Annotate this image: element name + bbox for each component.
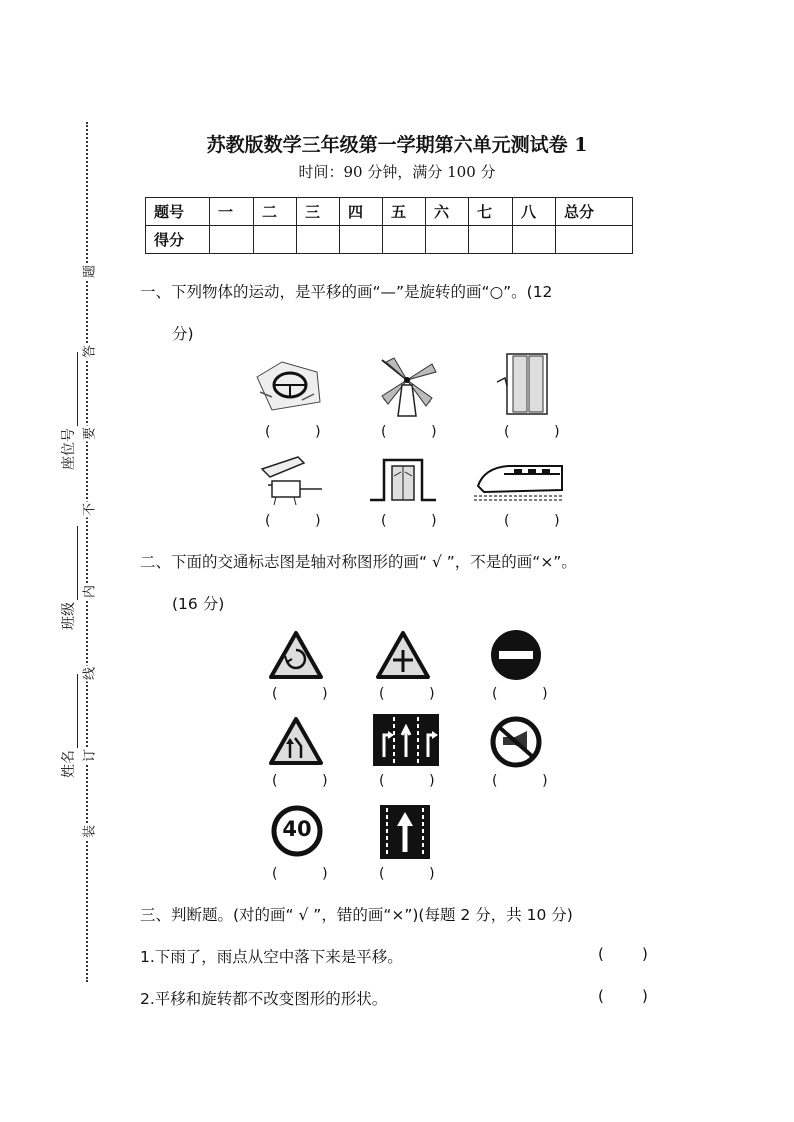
steering-wheel-icon	[252, 352, 322, 412]
exam-subtitle: 时间：90 分钟，满分 100 分	[298, 163, 496, 181]
lane-direction-sign-icon	[372, 713, 440, 767]
section2-heading-cont: (16 分)	[172, 595, 225, 613]
windmill-icon	[372, 350, 442, 418]
score-table-score-row	[146, 226, 633, 254]
class-field[interactable]	[58, 526, 78, 630]
score-cell[interactable]	[383, 226, 426, 254]
crossroad-sign-icon	[375, 630, 431, 680]
seat-number-label: 座位号	[61, 428, 77, 470]
answer-paren[interactable]: ( )	[504, 513, 561, 529]
answer-paren[interactable]: ( )	[379, 866, 436, 882]
table-cell: 得分	[146, 226, 210, 254]
no-horn-sign-icon	[489, 715, 543, 769]
answer-paren[interactable]: ( )	[381, 424, 438, 440]
table-cell: 四	[340, 198, 383, 226]
seal-char: 答	[79, 344, 98, 360]
section1-heading: 一、下列物体的运动，是平移的画“—”是旋转的画“○”。(12	[140, 283, 553, 301]
name-field[interactable]	[58, 674, 78, 778]
table-cell: 五	[383, 198, 426, 226]
score-cell[interactable]	[556, 226, 633, 254]
answer-paren[interactable]: ( )	[272, 773, 329, 789]
section3-heading: 三、判断题。(对的画“ √ ”，错的画“×”)(每题 2 分，共 10 分)	[140, 906, 573, 924]
speed-limit-value: 40	[282, 817, 312, 841]
answer-paren[interactable]: ( )	[272, 866, 329, 882]
answer-paren[interactable]: ( )	[379, 686, 436, 702]
answer-paren[interactable]: ( )	[381, 513, 438, 529]
score-cell[interactable]	[340, 226, 383, 254]
answer-paren[interactable]: ( )	[272, 686, 329, 702]
answer-paren[interactable]: ( )	[265, 424, 322, 440]
answer-paren[interactable]: ( )	[492, 686, 549, 702]
roundabout-sign-icon	[268, 630, 324, 680]
table-cell: 题号	[146, 198, 210, 226]
door-icon	[368, 456, 438, 508]
table-cell: 八	[513, 198, 556, 226]
faucet-icon	[258, 455, 324, 507]
no-entry-sign-icon	[489, 628, 543, 682]
class-label: 班级	[61, 602, 77, 630]
section2-heading: 二、下面的交通标志图是轴对称图形的画“ √ ”，不是的画“×”。	[140, 553, 577, 571]
table-cell: 总分	[556, 198, 633, 226]
seal-char: 不	[79, 502, 98, 518]
score-table	[145, 197, 633, 254]
name-label: 姓名	[61, 750, 77, 778]
score-cell[interactable]	[469, 226, 513, 254]
score-cell[interactable]	[297, 226, 340, 254]
table-cell: 三	[297, 198, 340, 226]
seal-char: 题	[79, 264, 98, 280]
answer-paren[interactable]: ( )	[265, 513, 322, 529]
score-table-header-row	[146, 198, 633, 226]
straight-ahead-sign-icon	[379, 804, 431, 860]
score-cell[interactable]	[254, 226, 297, 254]
seal-char: 内	[79, 584, 98, 600]
answer-paren[interactable]: ( )	[379, 773, 436, 789]
answer-paren[interactable]: ( )	[492, 773, 549, 789]
binding-dotted-line	[86, 122, 88, 982]
table-cell: 七	[469, 198, 513, 226]
score-cell[interactable]	[426, 226, 469, 254]
score-cell[interactable]	[210, 226, 254, 254]
table-cell: 一	[210, 198, 254, 226]
lane-merge-sign-icon	[268, 716, 324, 766]
seal-char: 订	[79, 748, 98, 764]
seal-char: 装	[79, 824, 98, 840]
seal-char: 要	[79, 426, 98, 442]
seal-char: 线	[79, 666, 98, 682]
section1-heading-cont: 分)	[172, 325, 194, 343]
seat-number-field[interactable]	[58, 352, 78, 470]
judge-item: 1.下雨了，雨点从空中落下来是平移。	[140, 948, 403, 966]
speed-limit-sign-icon	[270, 804, 324, 858]
train-icon	[474, 458, 564, 502]
elevator-icon	[495, 352, 553, 416]
table-cell: 六	[426, 198, 469, 226]
answer-paren[interactable]: ( )	[598, 987, 648, 1005]
answer-paren[interactable]: ( )	[598, 945, 648, 963]
score-cell[interactable]	[513, 226, 556, 254]
answer-paren[interactable]: ( )	[504, 424, 561, 440]
judge-item: 2.平移和旋转都不改变图形的形状。	[140, 990, 388, 1008]
table-cell: 二	[254, 198, 297, 226]
page-title: 苏教版数学三年级第一学期第六单元测试卷 1	[206, 134, 588, 156]
